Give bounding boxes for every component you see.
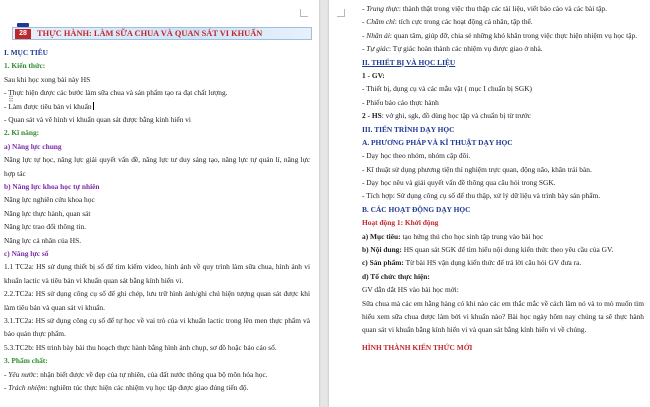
quality-text: : tích cực trong các hoạt động cá nhân, tập thể. bbox=[394, 17, 533, 27]
activity-product bbox=[362, 256, 644, 269]
page-margin-corner bbox=[300, 9, 308, 17]
quality-label: - Nhân ái bbox=[362, 30, 390, 40]
method-item: - Kĩ thuật sử dụng phương tiện thí nghiệm trực quan, động não, khăn trải bàn. bbox=[362, 164, 592, 174]
quality-item bbox=[362, 29, 644, 42]
activity-content bbox=[362, 243, 644, 256]
heading-general-competence: a) Năng lực chung bbox=[4, 141, 62, 151]
general-competence-text: Năng lực tự học, năng lực giải quyết vấn đề, năng lực tư duy sáng tạo, năng lực tự quản lí, năng lực hợp tác bbox=[4, 155, 310, 178]
digital-competence-paragraph: 2.2.TC2a: HS sử dụng công cụ số để ghi chép, lưu trữ hình ảnh/ghi chú hiện tượng quan sát được khi làm tiêu bản và quan sát vi khuẩn. bbox=[4, 289, 310, 312]
quality-text: : thành thật trong việc thu thập các tài liệu, viết báo cáo và các bài tập. bbox=[398, 4, 607, 13]
quality-label: - Trách nhiệm bbox=[4, 382, 46, 392]
section-heading-process: III. TIẾN TRÌNH DẠY HỌC bbox=[362, 124, 455, 134]
knowledge-line[interactable] bbox=[4, 100, 310, 113]
heading-digital-competence: c) Năng lực số bbox=[4, 248, 49, 258]
quality-text: : Tự giác hoàn thành các nhiệm vụ được giao ở nhà. bbox=[389, 44, 543, 54]
lesson-number: 28 bbox=[15, 29, 31, 39]
lesson-title: THỰC HÀNH: LÀM SỮA CHUA VÀ QUAN SÁT VI KHUẨN bbox=[37, 29, 263, 38]
left-page-content bbox=[4, 46, 310, 394]
section-heading-objectives: I. MỤC TIÊU bbox=[4, 48, 49, 57]
knowledge-line: - Thực hiện được các bước làm sữa chua và sản phẩm tạo ra đạt chất lượng. bbox=[4, 88, 228, 98]
student-text: : vở ghi, sgk, đồ dùng học tập và chuẩn bị từ trước bbox=[381, 111, 531, 121]
quality-item bbox=[362, 2, 644, 15]
science-competence-item: Năng lực cá nhân của HS. bbox=[4, 235, 82, 245]
section-heading-equipment: II. THIẾT BỊ VÀ HỌC LIỆU bbox=[362, 57, 456, 67]
heading-science-competence: b) Năng lực khoa học tự nhiên bbox=[4, 181, 100, 191]
quality-text: : quan tâm, giúp đỡ, chia sẻ những khó khăn trong việc thực hiện nhiệm vụ học tập. bbox=[389, 30, 638, 40]
teacher-item: - Phiếu báo cáo thực hành bbox=[362, 97, 439, 107]
digital-competence-paragraph: 1.1 TC2a: HS sử dụng thiết bị số để tìm kiếm video, hình ảnh về quy trình làm sữa chua, hình ảnh vi khuẩn lactic và tiêu bản vi khuẩn quan sát bằng kính hiển vi. bbox=[4, 262, 310, 285]
lesson-title-bar bbox=[12, 27, 312, 40]
quality-item bbox=[4, 368, 310, 381]
quality-item bbox=[362, 42, 644, 55]
science-competence-item: Năng lực nghiên cứu khoa học bbox=[4, 195, 95, 205]
heading-activity-1: Hoạt động 1: Khởi động bbox=[362, 218, 439, 228]
content-text: HS quan sát SGK để tìm hiểu nội dung kiến thức theo yêu cầu của GV. bbox=[401, 245, 614, 255]
student-label: 2 - HS bbox=[362, 111, 382, 121]
heading-methods: A. PHƯƠNG PHÁP VÀ KĨ THUẬT DẠY HỌC bbox=[362, 137, 513, 147]
right-page-content bbox=[362, 2, 644, 354]
heading-knowledge: 1. Kiến thức: bbox=[4, 61, 46, 71]
quality-item bbox=[4, 381, 310, 394]
heading-teacher: 1 - GV: bbox=[362, 70, 385, 80]
knowledge-line: Sau khi học xong bài này HS bbox=[4, 74, 91, 84]
method-item: - Tích hợp: Sử dụng công cụ số để thu thập, xử lý dữ liệu và trình bày sản phẩm. bbox=[362, 191, 601, 201]
digital-competence-paragraph: 5.3.TC2b: HS trình bày bài thu hoạch thực hành bằng hình ảnh chụp, sơ đồ hoặc báo cáo số. bbox=[4, 342, 277, 352]
heading-skills: 2. Kĩ năng: bbox=[4, 128, 40, 138]
heading-qualities: 3. Phẩm chất: bbox=[4, 356, 48, 366]
quality-label: - Tự giác bbox=[362, 44, 390, 54]
student-item bbox=[362, 109, 644, 122]
title-cap-decoration bbox=[17, 23, 29, 27]
document-page-left[interactable] bbox=[0, 0, 319, 407]
content-label: b) Nội dung: bbox=[362, 245, 402, 255]
quality-label: - Chăm chỉ bbox=[362, 17, 395, 27]
goal-text: tạo hứng thú cho học sinh tập trung vào bài học bbox=[400, 231, 544, 241]
teacher-item: - Thiết bị, dụng cụ và các mẫu vật ( mục I chuẩn bị SGK) bbox=[362, 84, 533, 94]
drag-handle-icon[interactable]: ⠿ bbox=[8, 95, 14, 104]
quality-item bbox=[362, 15, 644, 28]
quality-text: : nghiêm túc thực hiện các nhiệm vụ học tập được giao đúng tiến độ. bbox=[45, 382, 249, 392]
science-competence-item: Năng lực trao đổi thông tin. bbox=[4, 222, 87, 232]
heading-new-knowledge: HÌNH THÀNH KIẾN THỨC MỚI bbox=[362, 342, 473, 352]
product-text: Từ bài HS vận dụng kiến thức để trả lời câu hỏi GV đưa ra. bbox=[403, 258, 582, 268]
quality-text: : nhận biết được về đẹp của tự nhiên, của đất nước thông qua bộ môn hóa học. bbox=[36, 369, 268, 379]
teacher-intro: GV dẫn dắt HS vào bài học mới: bbox=[362, 285, 459, 295]
activity-goal bbox=[362, 230, 644, 243]
method-item: - Dạy học theo nhóm, nhóm cặp đôi. bbox=[362, 151, 471, 161]
goal-label: a) Mục tiêu: bbox=[362, 231, 401, 241]
method-item: - Dạy học nêu và giải quyết vấn đề thông qua câu hỏi trong SGK. bbox=[362, 178, 556, 188]
intro-paragraph: Sữa chua mà các em hằng hàng có khi nào các em thắc mắc về cách làm nó và to mò muốn tìm hiểu xem sữa chua được làm bởi vi khuẩn nào? Bài học ngày hôm nay chúng ta sẽ thực hành quan sát vi khuẩn bằng kính hiển vi và quan sát bằng kính hiển vi về chúng. bbox=[362, 298, 644, 335]
page-margin-corner bbox=[337, 9, 345, 17]
text-cursor bbox=[93, 102, 94, 110]
product-label: c) Sản phẩm: bbox=[362, 258, 404, 268]
knowledge-line: - Quan sát và vẽ hình vi khuẩn quan sát được bằng kính hiển vi bbox=[4, 114, 191, 124]
document-page-right[interactable] bbox=[329, 0, 650, 407]
quality-label: - Yêu nước bbox=[4, 369, 37, 379]
digital-competence-paragraph: 3.1.TC2a: HS sử dụng công cụ số để tự học về vai trò của vi khuẩn lactic trong lên men thực phẩm và bảo quản thực phẩm. bbox=[4, 315, 310, 339]
science-competence-item: Năng lực thực hành, quan sát bbox=[4, 208, 91, 218]
heading-activities: B. CÁC HOẠT ĐỘNG DẠY HỌC bbox=[362, 204, 471, 214]
activity-organization: d) Tổ chức thực hiện: bbox=[362, 271, 430, 281]
quality-label: - Trung thực bbox=[362, 4, 399, 13]
knowledge-line-text: - Làm được tiêu bản vi khuẩn bbox=[4, 101, 92, 111]
